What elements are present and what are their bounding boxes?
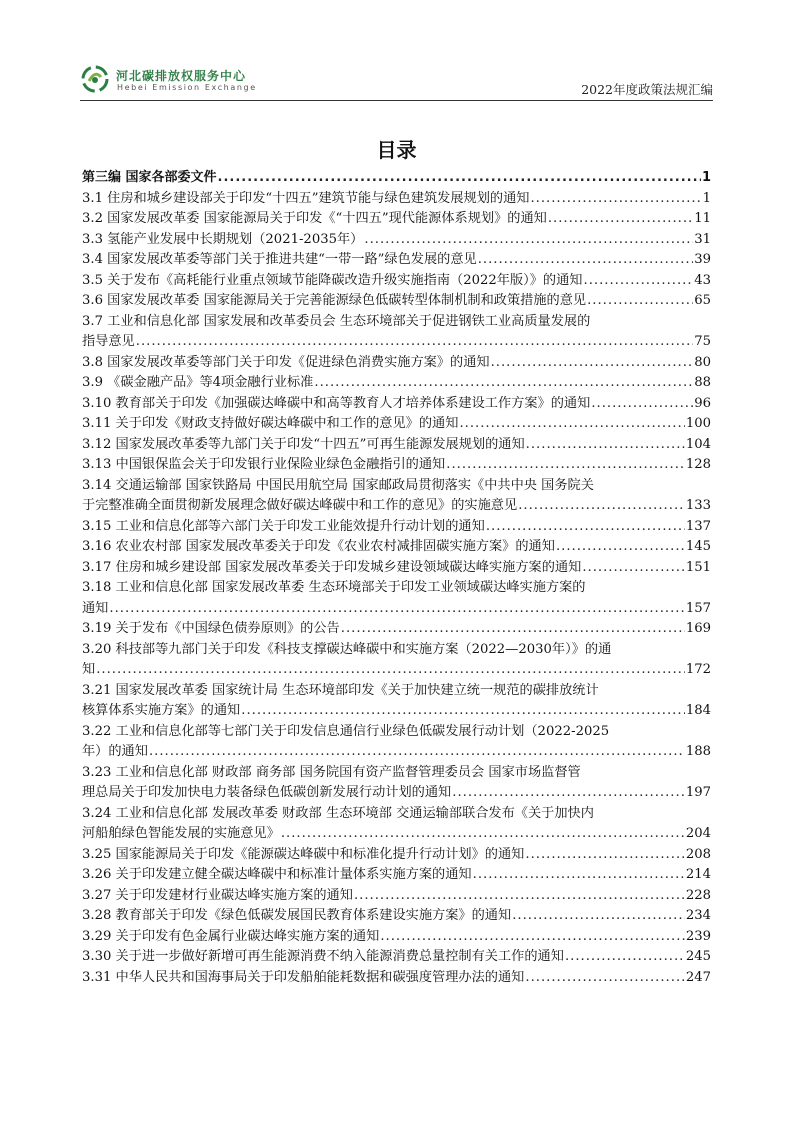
- toc-entry-page: 228: [685, 887, 711, 903]
- toc-entry[interactable]: [82, 681, 711, 722]
- toc-entry[interactable]: [82, 517, 711, 538]
- toc-entry-page: 75: [694, 334, 711, 349]
- toc-entry-text: 3.4 国家发展改革委等部门关于推进共建“一带一路”绿色发展的意见: [82, 252, 477, 267]
- toc-entry-page: 1: [702, 190, 711, 206]
- toc-entry-line: 3.7 工业和信息化部 国家发展和改革委员会 生态环境部关于促进钢铁工业高质量发展的: [82, 313, 591, 329]
- toc-section-heading[interactable]: [82, 168, 711, 189]
- toc-entry-line: 3.20 科技部等九部门关于印发《科技支撑碳达峰碳中和实施方案（2022—2030年）》的通: [82, 641, 612, 657]
- toc-entry-page: 96: [694, 395, 711, 411]
- table-of-contents: [82, 168, 711, 988]
- toc-entry[interactable]: [82, 230, 711, 251]
- toc-entry-text: 3.27 关于印发建材行业碳达峰实施方案的通知: [82, 887, 353, 903]
- toc-entry-page: 65: [694, 293, 711, 308]
- toc-entry-text: 于完整准确全面贯彻新发展理念做好碳达峰碳中和工作的意见》的实施意见: [82, 498, 518, 513]
- toc-entry-page: 239: [685, 928, 711, 944]
- toc-entry-text: 核算体系实施方案》的通知: [82, 703, 241, 718]
- toc-leader-dots: [136, 332, 693, 353]
- logo: [80, 64, 380, 98]
- toc-entry[interactable]: [82, 619, 711, 640]
- toc-entry[interactable]: [82, 394, 711, 415]
- toc-entry-text: 3.11 关于印发《财政支持做好碳达峰碳中和工作的意见》的通知: [82, 416, 459, 431]
- toc-section-page: 1: [701, 170, 711, 185]
- toc-leader-dots: [459, 414, 684, 435]
- toc-entry-page: 104: [685, 436, 711, 452]
- toc-entry-text: 知: [82, 662, 96, 677]
- toc-entry[interactable]: [82, 250, 711, 271]
- toc-leader-dots: [512, 906, 685, 927]
- toc-entry[interactable]: [82, 558, 711, 579]
- toc-leader-dots: [565, 947, 685, 968]
- toc-entry-text: 3.25 国家能源局关于印发《能源碳达峰碳中和标准化提升行动计划》的通知: [82, 846, 525, 862]
- toc-entry-text: 河船舶绿色智能发展的实施意见》: [82, 826, 280, 841]
- toc-leader-dots: [525, 968, 684, 989]
- page-header: [80, 62, 713, 100]
- toc-leader-dots: [281, 824, 685, 845]
- toc-entry-line: 3.14 交通运输部 国家铁路局 中国民用航空局 国家邮政局贯彻落实《中共中央 国务院关: [82, 477, 594, 493]
- toc-leader-dots: [556, 537, 685, 558]
- toc-leader-dots: [241, 701, 685, 722]
- toc-leader-dots: [548, 209, 693, 230]
- toc-entry[interactable]: [82, 906, 711, 927]
- toc-entry[interactable]: [82, 865, 711, 886]
- toc-entry-line: 3.24 工业和信息化部 发展改革委 财政部 生态环境部 交通运输部联合发布《关于加快内: [82, 805, 594, 821]
- toc-entry[interactable]: [82, 947, 711, 968]
- toc-entry-text: 3.10 教育部关于印发《加强碳达峰碳中和高等教育人才培养体系建设工作方案》的通知: [82, 395, 591, 411]
- toc-leader-dots: [149, 742, 685, 763]
- toc-entry[interactable]: [82, 291, 711, 312]
- toc-entry-page: 188: [685, 744, 711, 759]
- toc-entry-text: 3.19 关于发布《中国绿色债券原则》的公告: [82, 621, 340, 636]
- toc-entry-text: 3.31 中华人民共和国海事局关于印发船舶能耗数据和碳强度管理办法的通知: [82, 969, 525, 985]
- toc-entry[interactable]: [82, 476, 711, 517]
- toc-entry-text: 3.12 国家发展改革委等九部门关于印发“十四五”可再生能源发展规划的通知: [82, 436, 525, 452]
- toc-entry[interactable]: [82, 189, 711, 210]
- toc-entry-page: 100: [685, 416, 711, 431]
- toc-leader-dots: [109, 599, 684, 620]
- toc-entry-page: 11: [694, 211, 711, 226]
- toc-leader-dots: [591, 394, 693, 415]
- toc-entry[interactable]: [82, 927, 711, 948]
- toc-entry-line: 3.18 工业和信息化部 国家发展改革委 生态环境部关于印发工业领域碳达峰实施方案的: [82, 580, 586, 595]
- toc-leader-dots: [582, 558, 685, 579]
- toc-entry[interactable]: [82, 414, 711, 435]
- toc-entry-line: 3.22 工业和信息化部等七部门关于印发信息通信行业绿色低碳发展行动计划（2022-2025: [82, 723, 610, 739]
- toc-leader-dots: [486, 517, 685, 538]
- toc-entry-page: 145: [685, 539, 711, 554]
- toc-leader-dots: [314, 373, 693, 394]
- toc-entry-page: 214: [685, 867, 711, 882]
- toc-leader-dots: [446, 455, 685, 476]
- toc-leader-dots: [380, 927, 685, 948]
- toc-entry-page: 88: [694, 375, 711, 390]
- toc-entry-page: 157: [685, 600, 711, 616]
- toc-entry-page: 204: [685, 826, 711, 841]
- toc-entry-page: 245: [685, 949, 711, 964]
- toc-entry[interactable]: [82, 578, 711, 619]
- toc-entry-page: 80: [694, 354, 711, 370]
- toc-leader-dots: [525, 845, 684, 866]
- toc-entry[interactable]: [82, 804, 711, 845]
- toc-entry-line: 3.21 国家发展改革委 国家统计局 生态环境部印发《关于加快建立统一规范的碳排放统计: [82, 682, 599, 698]
- toc-entry-text: 3.30 关于进一步做好新增可再生能源消费不纳入能源消费总量控制有关工作的通知: [82, 949, 564, 964]
- toc-entry-text: 3.26 关于印发建立健全碳达峰碳中和标准计量体系实施方案的通知: [82, 867, 472, 882]
- toc-entry-page: 151: [685, 559, 711, 575]
- toc-entry-text: 3.13 中国银保监会关于印发银行业保险业绿色金融指引的通知: [82, 457, 446, 472]
- toc-entry-page: 169: [685, 621, 711, 636]
- logo-text-en: Hebei Emission Exchange: [117, 83, 257, 92]
- logo-mark-icon: [80, 64, 110, 94]
- toc-entry[interactable]: [82, 209, 711, 230]
- toc-entry[interactable]: [82, 537, 711, 558]
- toc-entry-page: 128: [685, 457, 711, 472]
- toc-entry-text: 3.2 国家发展改革委 国家能源局关于印发《“十四五”现代能源体系规划》的通知: [82, 211, 547, 226]
- toc-entry-text: 3.28 教育部关于印发《绿色低碳发展国民教育体系建设实施方案》的通知: [82, 908, 512, 923]
- toc-entry[interactable]: [82, 373, 711, 394]
- toc-leader-dots: [473, 865, 685, 886]
- toc-leader-dots: [478, 250, 694, 271]
- toc-leader-dots: [354, 886, 685, 907]
- logo-text-cn: 河北碳排放权服务中心: [116, 69, 247, 83]
- toc-section-text: 第三编 国家各部委文件: [82, 170, 217, 185]
- toc-entry[interactable]: [82, 763, 711, 804]
- toc-entry-text: 指导意见: [82, 334, 135, 349]
- toc-entry-page: 39: [694, 252, 711, 267]
- toc-leader-dots: [587, 291, 693, 312]
- toc-entry-text: 3.16 农业农村部 国家发展改革委关于印发《农业农村减排固碳实施方案》的通知: [82, 539, 555, 554]
- toc-entry-page: 234: [685, 908, 711, 923]
- toc-entry[interactable]: [82, 435, 711, 456]
- toc-title: 目录: [376, 138, 417, 162]
- toc-entry-page: 184: [685, 703, 711, 718]
- toc-entry-page: 133: [685, 498, 711, 513]
- toc-entry-text: 通知: [82, 600, 109, 616]
- toc-leader-dots: [491, 353, 694, 374]
- toc-leader-dots: [218, 168, 701, 189]
- toc-entry-text: 3.3 氢能产业发展中长期规划（2021-2035年）: [82, 231, 364, 247]
- toc-entry-text: 3.29 关于印发有色金属行业碳达峰实施方案的通知: [82, 928, 380, 944]
- header-title: 2022年度政策法规汇编: [581, 82, 713, 97]
- toc-entry[interactable]: [82, 968, 711, 989]
- toc-entry[interactable]: [82, 353, 711, 374]
- toc-entry-page: 247: [685, 969, 711, 985]
- toc-entry-page: 137: [685, 518, 711, 534]
- toc-leader-dots: [96, 660, 685, 681]
- toc-leader-dots: [584, 271, 694, 292]
- toc-leader-dots: [364, 230, 693, 251]
- toc-leader-dots: [526, 435, 685, 456]
- toc-entry-text: 3.6 国家发展改革委 国家能源局关于完善能源绿色低碳转型体制机制和政策措施的意见: [82, 293, 587, 308]
- toc-entry[interactable]: [82, 886, 711, 907]
- toc-entry-text: 3.8 国家发展改革委等部门关于印发《促进绿色消费实施方案》的通知: [82, 354, 490, 370]
- toc-entry[interactable]: [82, 312, 711, 353]
- toc-entry-page: 197: [685, 785, 711, 800]
- toc-entry-line: 3.23 工业和信息化部 财政部 商务部 国务院国有资产监督管理委员会 国家市场监督管: [82, 764, 581, 780]
- toc-entry-text: 3.17 住房和城乡建设部 国家发展改革委关于印发城乡建设领域碳达峰实施方案的通知: [82, 559, 582, 575]
- header-divider: [80, 100, 713, 101]
- toc-entry-text: 理总局关于印发加快电力装备绿色低碳创新发展行动计划的通知: [82, 785, 452, 800]
- toc-entry-text: 3.5 关于发布《高耗能行业重点领域节能降碳改造升级实施指南（2022年版）》的通知: [82, 272, 583, 288]
- toc-entry[interactable]: [82, 722, 711, 763]
- toc-entry-text: 3.15 工业和信息化部等六部门关于印发工业能效提升行动计划的通知: [82, 518, 485, 534]
- toc-leader-dots: [518, 496, 685, 517]
- toc-entry-text: 年）的通知: [82, 744, 148, 759]
- toc-entry[interactable]: [82, 845, 711, 866]
- toc-entry-text: 3.9 《碳金融产品》等4项金融行业标准: [82, 375, 314, 390]
- toc-entry-page: 43: [694, 272, 711, 288]
- toc-entry-text: 3.1 住房和城乡建设部关于印发“十四五”建筑节能与绿色建筑发展规划的通知: [82, 190, 530, 206]
- toc-leader-dots: [341, 619, 685, 640]
- toc-leader-dots: [452, 783, 685, 804]
- toc-entry[interactable]: [82, 455, 711, 476]
- toc-entry-page: 172: [685, 662, 711, 677]
- toc-entry-page: 208: [685, 846, 711, 862]
- toc-entry[interactable]: [82, 640, 711, 681]
- toc-leader-dots: [530, 189, 701, 210]
- toc-entry[interactable]: [82, 271, 711, 292]
- toc-entry-page: 31: [694, 231, 711, 247]
